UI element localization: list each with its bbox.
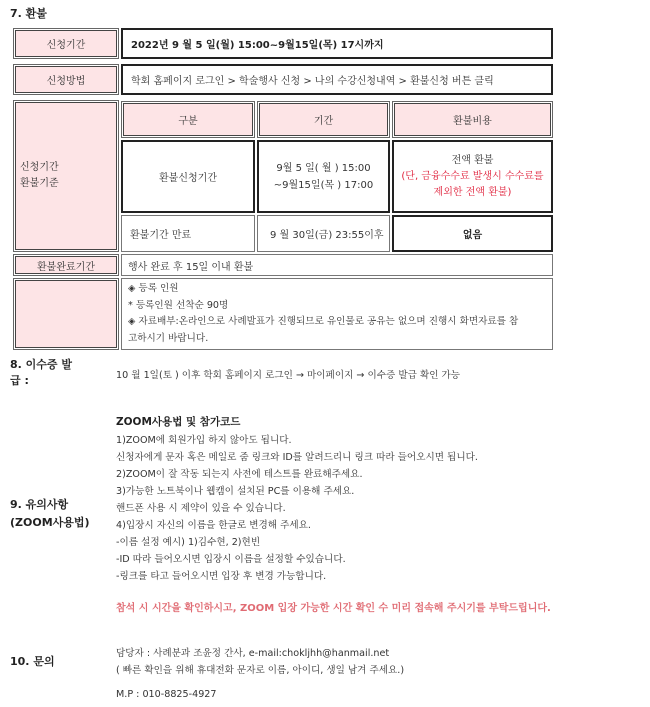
period-value-cell: [121, 28, 553, 59]
zoom-line-3: 2)ZOOM이 잘 작동 되는지 사전에 테스트를 완료해주세요.: [116, 469, 363, 480]
completion-value-cell: [121, 254, 553, 276]
period-value: 2022년 9 월 5 일(월) 15:00~9월15일(목) 17시까지: [131, 40, 384, 51]
notes-line3: ◈ 자료배부:온라인으로 사례발표가 진행되므로 유인물로 공유는 없으며 진행시 화면자료를 참: [128, 316, 519, 327]
zoom-line-5: 핸드폰 사용 시 제약이 있을 수 있습니다.: [116, 503, 286, 514]
method-value: 학회 홈페이지 로그인 > 학술행사 신청 > 나의 수강신청내역 > 환불신청 버튼 클릭: [131, 76, 494, 87]
zoom-line-1: 1)ZOOM에 회원가입 하지 않아도 됩니다.: [116, 435, 292, 446]
section-10-title: 10. 문의: [10, 655, 55, 668]
zoom-heading: ZOOM사용법 및 참가코드: [116, 416, 241, 428]
section-9-title-line2: (ZOOM사용법): [10, 516, 90, 529]
standard-label-line2: 환불기준: [20, 178, 59, 189]
row1-type-cell: [121, 140, 255, 213]
section-8-value: 10 월 1일(토 ) 이후 학회 홈페이지 로그인 → 마이페이지 → 이수증 발급 확인 가능: [116, 370, 461, 381]
section-8-title: [10, 357, 72, 389]
section-7-title: 7. 환불: [10, 7, 47, 20]
header-period: 기간: [313, 116, 334, 127]
notes-line2: * 등록인원 선착순 90명: [128, 299, 229, 311]
completion-label-cell: [13, 254, 119, 276]
period-label-cell: [13, 28, 119, 59]
method-label: 신청방법: [46, 76, 86, 87]
section-9-title: [10, 496, 90, 532]
standard-label-line1: 신청기간: [20, 162, 59, 173]
row1-cost-line2: (단, 금융수수료 발생시 수수료를: [401, 170, 544, 182]
header-cost: 환불비용: [453, 116, 492, 127]
contact-line-1: 담당자 : 사례분과 조윤정 간사, e-mail:chokljhh@hanmail.net: [116, 648, 390, 659]
row1-cost-line1: 전액 환불: [451, 154, 494, 166]
row2-cost-cell: [392, 215, 553, 252]
header-type: 구분: [178, 116, 198, 127]
period-label: 신청기간: [46, 40, 86, 51]
zoom-line-9: -링크를 타고 들어오시면 입장 후 변경 가능합니다.: [116, 571, 327, 582]
zoom-line-8: -ID 따라 들어오시면 입장시 이름을 설정할 수있습니다.: [116, 554, 346, 565]
row1-period-cell: [257, 140, 390, 213]
section-8-title-line2: 급 :: [10, 374, 29, 387]
row1-cost-cell: [392, 140, 553, 213]
row2-type-cell: [121, 215, 255, 252]
standard-label-cell: [13, 100, 119, 252]
zoom-line-6: 4)입장시 자신의 이름을 한글로 변경해 주세요.: [116, 520, 311, 531]
zoom-line-7: -이름 설정 예시) 1)김수현, 2)현빈: [116, 537, 261, 548]
zoom-notice: 참석 시 시간을 확인하시고, ZOOM 입장 가능한 시간 확인 수 미리 접속해 주시기를 부탁드립니다.: [116, 603, 551, 614]
row1-type: 환불신청기간: [159, 173, 217, 184]
row1-cost-line3: 제외한 전액 환불): [433, 186, 512, 198]
header-cost-cell: [392, 101, 553, 138]
header-period-cell: [257, 101, 390, 138]
notes-value-cell: [121, 278, 553, 350]
notes-line4: 고하시기 바랍니다.: [128, 332, 209, 344]
row2-cost: 없음: [462, 230, 483, 241]
row2-period-cell: [257, 215, 390, 252]
section-8-title-line1: 8. 이수증 발: [10, 358, 72, 371]
method-label-cell: [13, 64, 119, 95]
zoom-line-4: 3)가능한 노트북이나 웹캠이 설치된 PC를 이용해 주세요.: [116, 486, 355, 497]
notes-label-cell: [13, 278, 119, 350]
contact-line-2: ( 빠른 확인을 위해 휴대전화 문자로 이름, 아이디, 생일 남겨 주세요.): [116, 665, 405, 676]
header-type-cell: [121, 101, 255, 138]
row2-type: 환불기간 만료: [130, 230, 192, 241]
row1-period-line2: ~9월15일(목 ) 17:00: [273, 179, 374, 191]
zoom-line-2: 신청자에게 문자 혹은 메일로 줌 링크와 ID를 알려드리니 링크 따라 들어오시면 됩니다.: [116, 452, 478, 463]
section-9-title-line1: 9. 유의사항: [10, 498, 69, 511]
row2-period: 9 월 30일(금) 23:55이후: [270, 230, 384, 241]
contact-phone: M.P : 010-8825-4927: [116, 689, 217, 700]
notes-line1: ◈ 등록 인원: [128, 283, 179, 294]
completion-value: 행사 완료 후 15일 이내 환불: [128, 261, 254, 273]
row1-period-line1: 9월 5 일( 월 ) 15:00: [276, 162, 371, 174]
method-value-cell: [121, 64, 553, 95]
completion-label: 환불완료기간: [37, 261, 95, 273]
